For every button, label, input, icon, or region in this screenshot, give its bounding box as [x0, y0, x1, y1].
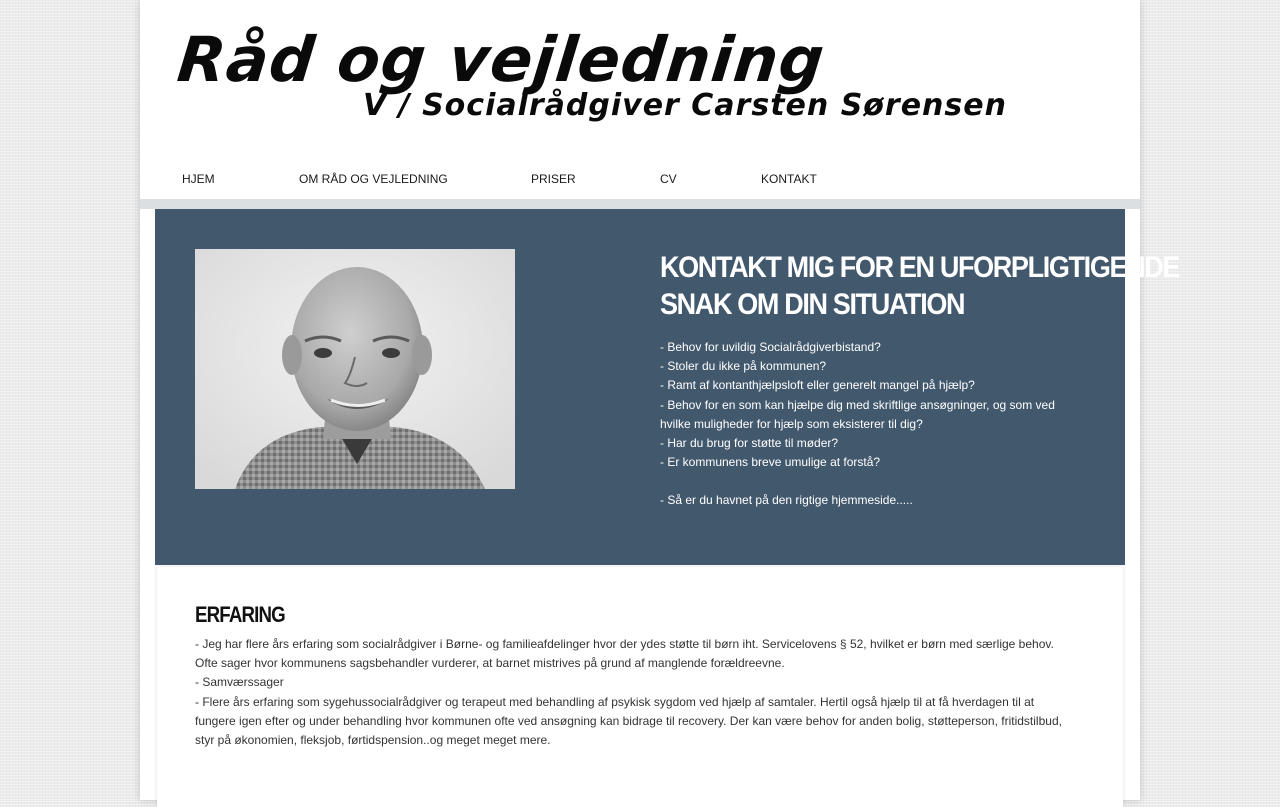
nav-item-priser[interactable]: PRISER: [531, 172, 576, 186]
logo-title: Råd og vejledning: [174, 23, 829, 96]
hero-heading-line-1: KONTAKT MIG FOR EN UFORPLIGTIGENDE: [660, 251, 1180, 284]
site-logo[interactable]: [174, 18, 1108, 133]
nav-item-kontakt[interactable]: KONTAKT: [761, 172, 817, 186]
experience-paragraph: - Jeg har flere års erfaring som socialrådgiver i Børne- og familieafdelinger hvor der ydes støtte til børn iht. Servicelovens § 52, hvilket er børn med særlige behov. Ofte sager hvor kommunens sagsbehandler vurderer, at barnet mistrives på grund af manglende forældreevne.: [195, 637, 1054, 671]
list-item: - Behov for uvildig Socialrådgiverbistand?: [660, 340, 881, 354]
hero-section: [155, 209, 1180, 565]
hero-bullet-list: [660, 338, 1080, 472]
list-item: - Behov for en som kan hjælpe dig med skriftlige ansøgninger, og som ved hvilke muligheder for hjælp som eksisterer til dig?: [660, 397, 1055, 431]
page-container: [140, 0, 1180, 800]
hero-heading-line-2: SNAK OM DIN SITUATION: [660, 288, 965, 321]
list-item: - Stoler du ikke på kommunen?: [660, 359, 827, 374]
portrait-photo: [195, 249, 515, 489]
experience-text: [195, 635, 1075, 750]
nav-item-hjem[interactable]: HJEM: [182, 172, 215, 186]
nav-divider-bar: [140, 199, 1140, 209]
hero-final-line: - Så er du havnet på den rigtige hjemmeside.....: [660, 493, 913, 507]
list-item: - Ramt af kontanthjælpsloft eller generelt mangel på hjælp?: [660, 378, 975, 393]
main-navigation: [140, 160, 1140, 198]
experience-paragraph: - Samværssager: [195, 675, 284, 690]
list-item: - Er kommunens breve umulige at forstå?: [660, 455, 881, 470]
list-item: - Har du brug for støtte til møder?: [660, 436, 839, 451]
experience-heading: ERFARING: [195, 602, 285, 627]
experience-section: [157, 567, 1123, 807]
logo-subtitle: V / Socialrådgiver Carsten Sørensen: [363, 88, 1007, 123]
nav-item-cv[interactable]: CV: [660, 172, 677, 186]
nav-item-om-raad-og-vejledning[interactable]: OM RÅD OG VEJLEDNING: [299, 172, 448, 186]
experience-paragraph: - Flere års erfaring som sygehussocialrådgiver og terapeut med behandling af psykisk sygdom ved hjælp af samtaler. Hertil også hjælp til at få hverdagen til at fungere igen efter og under behandling hvor kommunen ofte ved ansøgning kan bidrage til recovery. Der kan være behov for anden bolig, støtteperson, fritidstilbud, styr på økonomien, fleksjob, førtidspension..og meget meget mere.: [195, 694, 1062, 748]
hero-heading: [660, 249, 1180, 323]
